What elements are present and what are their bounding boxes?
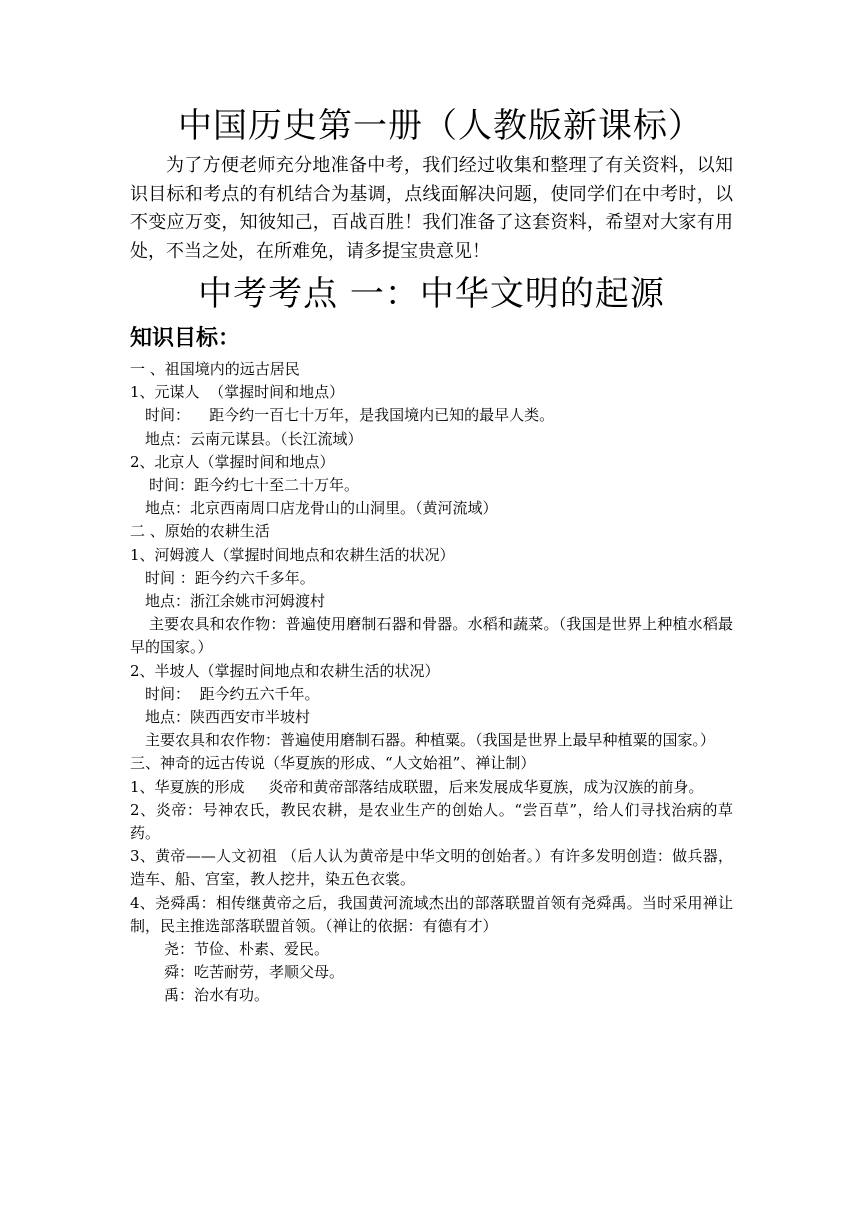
list-item-banpo: 2、半坡人（掌握时间地点和农耕生活的状况）	[130, 661, 440, 680]
shun-virtues: 舜：吃苦耐劳，孝顺父母。	[164, 963, 345, 982]
knowledge-goals-heading: 知识目标：	[130, 326, 241, 351]
list-item-yandi: 2、炎帝：号神农氏，教民农耕，是农业生产的创始人。“尝百草”，给人们寻找治病的草药。	[130, 800, 733, 843]
hemudu-tools: 主要农具和农作物：普遍使用磨制石器和骨器。水稻和蔬菜。（我国是世界上种植水稻最早的国家。）	[130, 615, 733, 657]
yuanmou-place: 地点：云南元谋县。（长江流域）	[145, 429, 363, 448]
section-heading-3: 三、神奇的远古传说（华夏族的形成、“人文始祖”、禅让制）	[130, 754, 536, 773]
beijing-time: 时间：距今约七十至二十万年。	[149, 476, 360, 495]
list-item-hemudu: 1、河姆渡人（掌握时间地点和农耕生活的状况）	[130, 545, 455, 564]
banpo-place: 地点：陕西西安市半坡村	[145, 708, 311, 727]
hemudu-place: 地点：浙江余姚市河姆渡村	[145, 592, 326, 611]
list-item-yaoshunyu: 4、尧舜禹：相传继黄帝之后，我国黄河流域杰出的部落联盟首领有尧舜禹。当时采用禅让制，民主推选部落联盟首领。（禅让的依据：有德有才）	[130, 893, 733, 935]
yuanmou-time: 时间： 距今约一百七十万年，是我国境内已知的最早人类。	[145, 406, 555, 425]
yu-virtues: 禹：治水有功。	[164, 986, 270, 1005]
intro-paragraph: 为了方便老师充分地准备中考，我们经过收集和整理了有关资料，以知识目标和考点的有机结合为基调，点线面解决问题，使同学们在中考时，以不变应万变，知彼知己，百战百胜！我们准备了这套资料，希望对大家有用处，不当之处，在所难免，请多提宝贵意见！	[130, 155, 733, 262]
list-item-yuanmou: 1、元谋人 （掌握时间和地点）	[130, 383, 345, 402]
banpo-tools: 主要农具和农作物：普遍使用磨制石器。种植粟。（我国是世界上最早种植粟的国家。）	[145, 731, 716, 750]
list-item-huaxia: 1、华夏族的形成 炎帝和黄帝部落结成联盟，后来发展成华夏族，成为汉族的前身。	[130, 777, 704, 796]
section-heading-1: 一 、祖国境内的远古居民	[130, 360, 300, 378]
hemudu-time: 时间 ：距今约六千多年。	[145, 568, 315, 587]
document-page	[130, 100, 733, 1008]
exam-point-heading: 中考考点 一：中华文明的起源	[198, 274, 665, 314]
list-item-beijing: 2、北京人（掌握时间和地点）	[130, 452, 335, 471]
beijing-place: 地点：北京西南周口店龙骨山的山洞里。（黄河流域）	[145, 499, 498, 518]
section-heading-2: 二 、原始的农耕生活	[130, 522, 270, 541]
banpo-time: 时间： 距今约五六千年。	[145, 684, 320, 703]
list-item-huangdi: 3、黄帝——人文初祖 （后人认为黄帝是中华文明的创始者。）有许多发明创造：做兵器，造车、船、宫室，教人挖井，染五色衣裳。	[130, 847, 733, 889]
yao-virtues: 尧：节俭、朴素、爱民。	[164, 940, 330, 959]
document-title: 中国历史第一册（人教版新课标）	[178, 106, 703, 146]
